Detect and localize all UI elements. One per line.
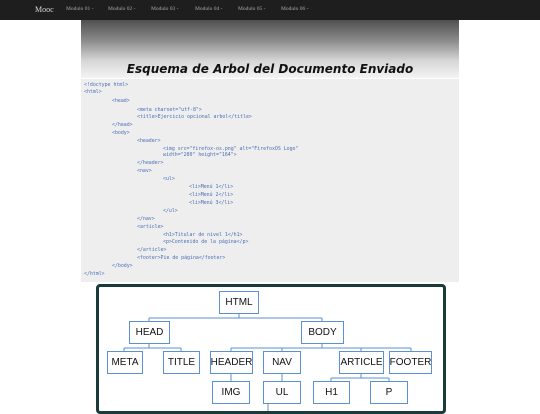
code-line: </head> (112, 122, 133, 128)
code-line: <img src="firefox-os.png" alt="FirefoxOS Logo" (163, 146, 299, 152)
code-line: <h1>Titular de nivel 1</h1> (163, 232, 243, 238)
code-line: <li>Menú 1</li> (189, 184, 234, 190)
code-line: <title>Ejercicio opcional arbol</title> (137, 114, 252, 120)
code-line: <body> (112, 130, 130, 136)
code-line: <li>Menú 2</li> (189, 192, 234, 198)
code-line: <head> (112, 98, 130, 104)
tree-node-meta: META (107, 351, 143, 374)
code-line: <header> (137, 138, 161, 144)
page-title: Esquema de Arbol del Documento Enviado (126, 62, 414, 76)
code-line: <li>Menú 3</li> (189, 200, 234, 206)
tree-node-h1: H1 (313, 381, 350, 404)
code-line: </header> (137, 160, 164, 166)
code-line: <footer>Pie de página</footer> (137, 255, 226, 261)
top-navigation-bar (0, 0, 540, 20)
tree-node-head: HEAD (129, 321, 170, 344)
nav-modulo-04[interactable]: Modulo 04 - (195, 6, 223, 12)
code-line: </article> (137, 247, 167, 253)
nav-modulo-03[interactable]: Modulo 03 - (151, 6, 179, 12)
code-line: </html> (84, 271, 105, 277)
tree-node-article: ARTICLE (339, 351, 384, 374)
code-line: </ul> (163, 208, 178, 214)
code-line: <nav> (137, 168, 152, 174)
code-line: <!doctype html> (84, 82, 129, 88)
tree-node-body: BODY (301, 321, 344, 344)
tree-node-footer: FOOTER (389, 351, 432, 374)
brand-link[interactable]: Mooc (35, 5, 54, 14)
nav-modulo-06[interactable]: Modulo 06 - (281, 6, 309, 12)
nav-modulo-02[interactable]: Modulo 02 - (108, 6, 136, 12)
code-block (81, 79, 459, 282)
nav-modulo-01[interactable]: Modulo 01 - (66, 6, 94, 12)
code-line: </nav> (137, 216, 155, 222)
tree-node-html: HTML (219, 291, 259, 314)
tree-node-img: IMG (212, 381, 250, 404)
code-line: <meta charset="utf-8"> (137, 107, 202, 113)
tree-node-nav: NAV (263, 351, 301, 374)
dom-tree-diagram (96, 284, 446, 414)
code-line: </body> (112, 263, 133, 269)
code-line: <html> (84, 89, 102, 95)
tree-node-ul: UL (263, 381, 301, 404)
nav-modulo-05[interactable]: Modulo 05 - (238, 6, 266, 12)
code-line: <p>Contenido de la página</p> (163, 239, 249, 245)
code-line: <article> (137, 224, 164, 230)
tree-node-header: HEADER (210, 351, 253, 374)
code-line: width="200" height="164"> (163, 152, 237, 158)
tree-node-p: P (370, 381, 408, 404)
code-line: <ul> (163, 176, 175, 182)
tree-node-title: TITLE (163, 351, 200, 374)
